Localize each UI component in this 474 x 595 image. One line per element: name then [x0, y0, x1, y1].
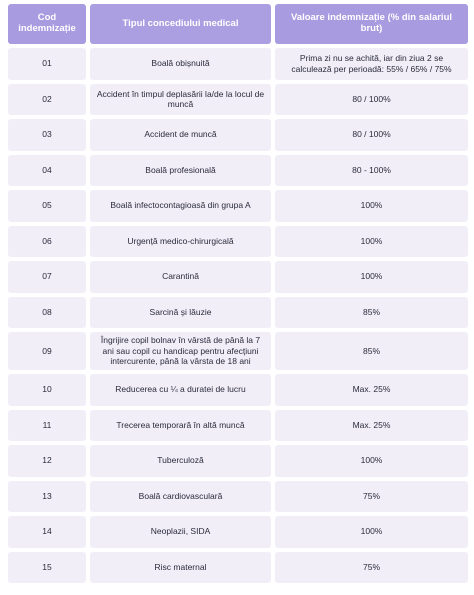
- table-row: [8, 332, 474, 370]
- code-cell: 07: [8, 261, 86, 293]
- value-cell: 100%: [275, 190, 468, 222]
- table-row: [8, 261, 474, 293]
- value-cell: 100%: [275, 261, 468, 293]
- table-row: [8, 374, 474, 406]
- type-cell: Risc maternal: [90, 552, 271, 584]
- value-cell: 85%: [275, 297, 468, 329]
- table-row: [8, 516, 474, 548]
- type-cell: Tuberculoză: [90, 445, 271, 477]
- type-cell: Sarcină și lăuzie: [90, 297, 271, 329]
- table-row: [8, 190, 474, 222]
- value-cell: Prima zi nu se achită, iar din ziua 2 se calculează per perioadă: 55% / 65% / 75%: [275, 48, 468, 80]
- value-cell: 75%: [275, 552, 468, 584]
- type-cell: Boală infectocontagioasă din grupa A: [90, 190, 271, 222]
- type-cell: Îngrijire copil bolnav în vârstă de până la 7 ani sau copil cu handicap pentru afecțiuni intercurente, până la vârsta de 18 ani: [90, 332, 271, 370]
- header-code: Cod indemnizație: [8, 4, 86, 44]
- table-row: [8, 226, 474, 258]
- table-row: [8, 84, 474, 116]
- table-header-row: [8, 4, 474, 44]
- table-row: [8, 119, 474, 151]
- code-cell: 05: [8, 190, 86, 222]
- type-cell: Carantină: [90, 261, 271, 293]
- value-cell: Max. 25%: [275, 410, 468, 442]
- code-cell: 03: [8, 119, 86, 151]
- value-cell: 85%: [275, 332, 468, 370]
- value-cell: Max. 25%: [275, 374, 468, 406]
- code-cell: 01: [8, 48, 86, 80]
- code-cell: 14: [8, 516, 86, 548]
- value-cell: 75%: [275, 481, 468, 513]
- table-row: [8, 155, 474, 187]
- type-cell: Boală profesională: [90, 155, 271, 187]
- code-cell: 06: [8, 226, 86, 258]
- table-row: [8, 410, 474, 442]
- code-cell: 10: [8, 374, 86, 406]
- header-type: Tipul concediului medical: [90, 4, 271, 44]
- code-cell: 12: [8, 445, 86, 477]
- type-cell: Urgență medico-chirurgicală: [90, 226, 271, 258]
- value-cell: 100%: [275, 445, 468, 477]
- code-cell: 09: [8, 332, 86, 370]
- type-cell: Accident în timpul deplasării la/de la locul de muncă: [90, 84, 271, 116]
- type-cell: Boală cardiovasculară: [90, 481, 271, 513]
- code-cell: 08: [8, 297, 86, 329]
- code-cell: 13: [8, 481, 86, 513]
- code-cell: 11: [8, 410, 86, 442]
- value-cell: 100%: [275, 226, 468, 258]
- code-cell: 04: [8, 155, 86, 187]
- value-cell: 80 / 100%: [275, 84, 468, 116]
- type-cell: Trecerea temporară în altă muncă: [90, 410, 271, 442]
- type-cell: Accident de muncă: [90, 119, 271, 151]
- code-cell: 02: [8, 84, 86, 116]
- table-row: [8, 445, 474, 477]
- value-cell: 100%: [275, 516, 468, 548]
- sick-leave-table: [8, 4, 474, 587]
- type-cell: Neoplazii, SIDA: [90, 516, 271, 548]
- type-cell: Boală obișnuită: [90, 48, 271, 80]
- type-cell: Reducerea cu ¼ a duratei de lucru: [90, 374, 271, 406]
- table-row: [8, 552, 474, 584]
- table-row: [8, 48, 474, 80]
- header-value: Valoare indemnizație (% din salariul brut): [275, 4, 468, 44]
- code-cell: 15: [8, 552, 86, 584]
- table-row: [8, 481, 474, 513]
- value-cell: 80 / 100%: [275, 119, 468, 151]
- value-cell: 80 - 100%: [275, 155, 468, 187]
- table-row: [8, 297, 474, 329]
